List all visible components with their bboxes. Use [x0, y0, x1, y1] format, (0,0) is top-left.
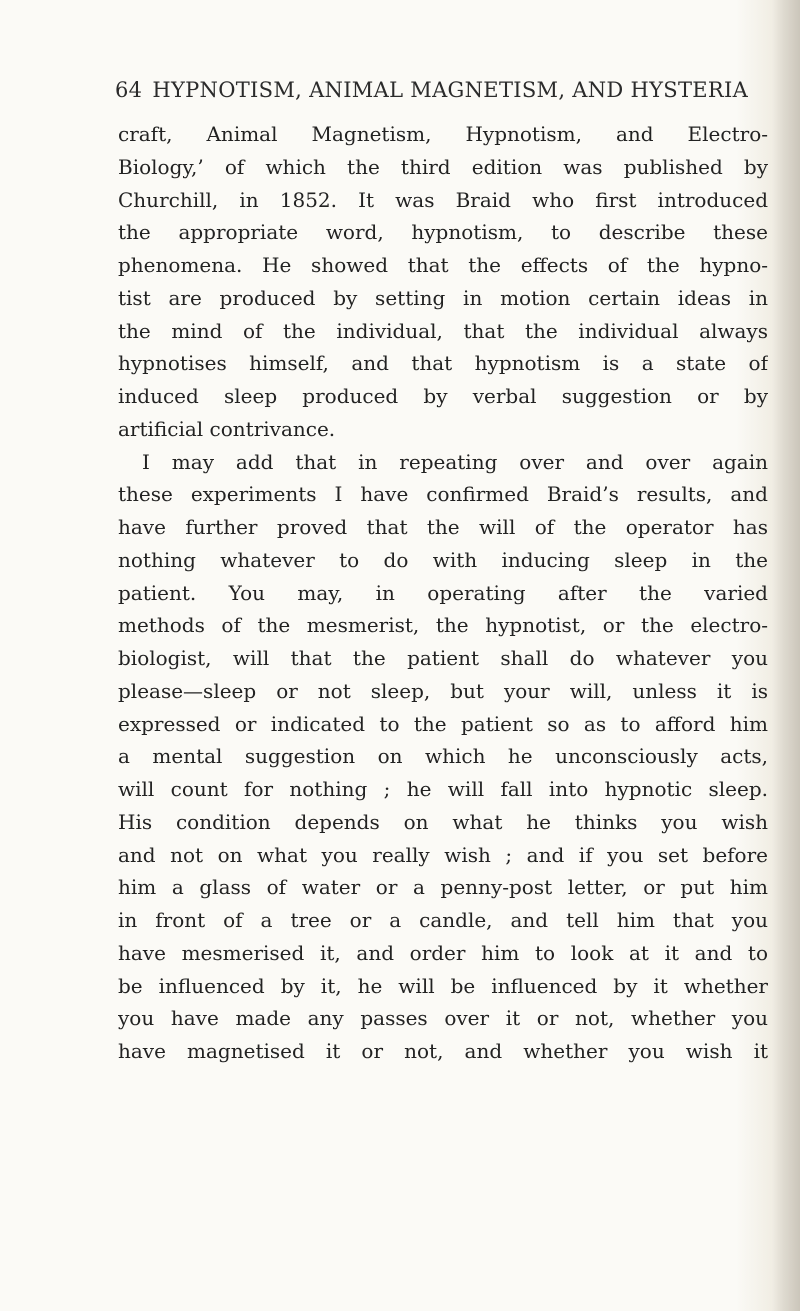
text-line: have further proved that the will of the operator has: [118, 515, 768, 539]
text-line: expressed or indicated to the patient so as to afford him: [118, 711, 768, 736]
running-header: [115, 78, 775, 102]
text-line: I may add that in repeating over and over again: [142, 449, 768, 474]
text-line: these experiments I have confirmed Braid’s results, and: [118, 482, 768, 507]
text-line: induced sleep produced by verbal suggestion or by: [118, 384, 768, 408]
text-line: please—sleep or not sleep, but your will, unless it is: [118, 678, 768, 703]
text-line: be influenced by it, he will be influenced by it whether: [118, 973, 768, 998]
body-text: [118, 118, 768, 1068]
page-number: 64: [115, 78, 143, 102]
text-line: the mind of the individual, that the individual always: [118, 318, 768, 343]
text-line: craft, Animal Magnetism, Hypnotism, and Electro-: [118, 122, 768, 146]
text-line: and not on what you really wish ; and if you set before: [118, 842, 768, 867]
text-line: patient. You may, in operating after the varied: [118, 580, 768, 605]
text-line: nothing whatever to do with inducing sleep in the: [118, 547, 768, 572]
text-line: Biology,’ of which the third edition was published by: [118, 154, 768, 179]
text-line: you have made any passes over it or not, whether you: [118, 1006, 768, 1031]
text-line: biologist, will that the patient shall do whatever you: [118, 646, 768, 670]
text-line: hypnotises himself, and that hypnotism is a state of: [118, 351, 768, 376]
text-line: him a glass of water or a penny-post letter, or put him: [118, 875, 768, 900]
page-edge-shadow: [772, 0, 800, 1311]
text-line: will count for nothing ; he will fall into hypnotic sleep.: [118, 777, 768, 801]
running-title: HYPNOTISM, ANIMAL MAGNETISM, AND HYSTERIA: [152, 78, 749, 102]
text-line: the appropriate word, hypnotism, to describe these: [118, 220, 768, 245]
text-line: tist are produced by setting in motion certain ideas in: [118, 285, 768, 310]
text-line: a mental suggestion on which he unconsciously acts,: [118, 744, 768, 769]
text-line: in front of a tree or a candle, and tell him that you: [118, 908, 768, 932]
text-line: have magnetised it or not, and whether you wish it: [118, 1039, 768, 1063]
text-line: Churchill, in 1852. It was Braid who first introduced: [118, 187, 768, 212]
text-line: His condition depends on what he thinks you wish: [118, 809, 768, 834]
text-line: methods of the mesmerist, the hypnotist, or the electro-: [118, 613, 768, 638]
text-line: have mesmerised it, and order him to look at it and to: [118, 940, 768, 965]
text-line: artificial contrivance.: [118, 416, 336, 441]
text-line: phenomena. He showed that the effects of the hypno-: [118, 253, 768, 277]
